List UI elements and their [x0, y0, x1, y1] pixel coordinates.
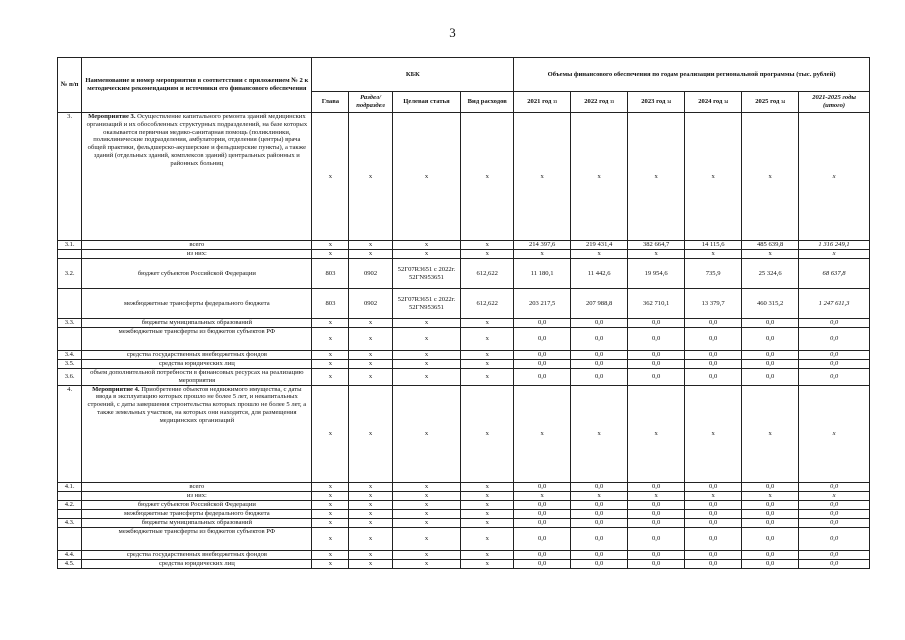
- row-number: [58, 491, 82, 500]
- cell-value: x: [312, 369, 349, 386]
- row-number: 3.5.: [58, 360, 82, 369]
- cell-value: 0,0: [742, 319, 799, 328]
- row-number: 4.5.: [58, 559, 82, 568]
- row-number: 4.2.: [58, 500, 82, 509]
- cell-value: x: [461, 369, 514, 386]
- cell-value: 0,0: [799, 482, 870, 491]
- header-vid: Вид расходов: [461, 92, 514, 113]
- cell-value: x: [461, 241, 514, 250]
- cell-value: x: [392, 509, 461, 518]
- cell-value: 0,0: [628, 518, 685, 527]
- row-description: [82, 250, 312, 259]
- cell-value: 0,0: [742, 360, 799, 369]
- header-year-2023: 2023 год 34: [628, 92, 685, 113]
- cell-value: 0,0: [514, 518, 571, 527]
- cell-value: x: [461, 518, 514, 527]
- cell-value: x: [312, 550, 349, 559]
- cell-value: x: [349, 559, 392, 568]
- cell-value: 0,0: [571, 559, 628, 568]
- cell-value: 0,0: [628, 509, 685, 518]
- cell-value: x: [392, 351, 461, 360]
- row-text: Приобретение объектов недвижимого имущества, с даты ввода в эксплуатацию которых прошло не более 5 лет, и некапитальных строений, с даты завершения строительства которых прошло не более 5 лет, а также земельных участков, на которых они находятся, для размещения медицинских организаций: [87, 385, 307, 424]
- cell-value: 803: [312, 259, 349, 289]
- cell-value: 0,0: [742, 482, 799, 491]
- header-kbk: КБК: [312, 58, 514, 92]
- cell-value: 0,0: [742, 500, 799, 509]
- cell-value: 0,0: [571, 369, 628, 386]
- cell-value: x: [312, 360, 349, 369]
- cell-value: 0,0: [571, 509, 628, 518]
- cell-value: 0,0: [571, 500, 628, 509]
- cell-value: x: [349, 360, 392, 369]
- cell-value: 19 954,6: [628, 259, 685, 289]
- table-row: [58, 385, 870, 482]
- cell-value: x: [461, 351, 514, 360]
- cell-value: x: [312, 500, 349, 509]
- cell-value: x: [392, 518, 461, 527]
- cell-value: 0,0: [628, 360, 685, 369]
- row-description: [82, 491, 312, 500]
- cell-value: x: [628, 250, 685, 259]
- cell-value: 0,0: [799, 319, 870, 328]
- row-text: из них:: [186, 250, 207, 258]
- table-row: [58, 369, 870, 386]
- row-description: [82, 113, 312, 241]
- header-name: Наименование и номер мероприятия в соответствии с приложением № 2 к методическим рекомендациям и источники его финансового обеспечения: [82, 58, 312, 113]
- row-number: 4.3.: [58, 518, 82, 527]
- cell-value: x: [349, 482, 392, 491]
- cell-value: 0,0: [685, 500, 742, 509]
- cell-value: 0,0: [742, 559, 799, 568]
- cell-value: 0,0: [571, 319, 628, 328]
- cell-value: 0,0: [742, 351, 799, 360]
- row-text: средства юридических лиц: [158, 559, 235, 567]
- cell-value: x: [349, 351, 392, 360]
- table-row: [58, 482, 870, 491]
- cell-value: 0,0: [514, 369, 571, 386]
- cell-value: 25 324,6: [742, 259, 799, 289]
- row-text: из них:: [186, 491, 207, 499]
- table-body: [58, 113, 870, 569]
- cell-value: 0,0: [685, 509, 742, 518]
- cell-value: 0,0: [685, 527, 742, 550]
- row-text: бюджеты муниципальных образований: [141, 319, 252, 327]
- finance-table: [57, 57, 870, 569]
- cell-value: 0,0: [685, 559, 742, 568]
- row-number: 3.4.: [58, 351, 82, 360]
- cell-value: x: [461, 385, 514, 482]
- row-description: [82, 319, 312, 328]
- cell-value: 0,0: [685, 518, 742, 527]
- cell-value: 485 639,8: [742, 241, 799, 250]
- cell-value: 1 316 249,1: [799, 241, 870, 250]
- cell-value: x: [392, 500, 461, 509]
- cell-value: 382 664,7: [628, 241, 685, 250]
- cell-value: x: [461, 550, 514, 559]
- row-text: бюджеты муниципальных образований: [141, 518, 252, 526]
- table-row: [58, 289, 870, 319]
- row-description: [82, 289, 312, 319]
- cell-value: 68 637,8: [799, 259, 870, 289]
- cell-value: 0,0: [514, 550, 571, 559]
- table-row: [58, 113, 870, 241]
- row-description: [82, 482, 312, 491]
- cell-value: x: [349, 509, 392, 518]
- row-number: [58, 328, 82, 351]
- cell-value: x: [461, 113, 514, 241]
- cell-value: 14 115,6: [685, 241, 742, 250]
- cell-value: x: [312, 241, 349, 250]
- cell-value: 0,0: [799, 360, 870, 369]
- cell-value: x: [799, 385, 870, 482]
- header-num: № п/п: [58, 58, 82, 113]
- cell-value: 0,0: [628, 351, 685, 360]
- cell-value: 803: [312, 289, 349, 319]
- table-row: [58, 259, 870, 289]
- cell-value: x: [349, 527, 392, 550]
- cell-value: x: [461, 482, 514, 491]
- cell-value: 0,0: [799, 518, 870, 527]
- cell-value: x: [349, 328, 392, 351]
- cell-value: 0,0: [685, 482, 742, 491]
- cell-value: 52Г07R3651 с 2022г. 52ГN953651: [392, 259, 461, 289]
- table-row: [58, 351, 870, 360]
- cell-value: x: [392, 385, 461, 482]
- cell-value: 0,0: [628, 559, 685, 568]
- cell-value: x: [799, 491, 870, 500]
- cell-value: 0,0: [628, 500, 685, 509]
- cell-value: 0,0: [628, 369, 685, 386]
- row-description: [82, 559, 312, 568]
- cell-value: 1 247 611,3: [799, 289, 870, 319]
- cell-value: 0,0: [742, 518, 799, 527]
- cell-value: x: [312, 328, 349, 351]
- cell-value: 0,0: [514, 482, 571, 491]
- cell-value: 207 988,8: [571, 289, 628, 319]
- header-year-2022: 2022 год 33: [571, 92, 628, 113]
- cell-value: x: [349, 369, 392, 386]
- cell-value: x: [461, 509, 514, 518]
- cell-value: x: [349, 113, 392, 241]
- cell-value: 0,0: [628, 328, 685, 351]
- cell-value: x: [799, 113, 870, 241]
- cell-value: 0,0: [514, 319, 571, 328]
- header-year-2024: 2024 год 34: [685, 92, 742, 113]
- cell-value: x: [392, 250, 461, 259]
- row-description: [82, 351, 312, 360]
- cell-value: 0,0: [514, 500, 571, 509]
- cell-value: x: [628, 385, 685, 482]
- cell-value: 0,0: [742, 550, 799, 559]
- header-tselevaya: Целевая статья: [392, 92, 461, 113]
- table-row: [58, 527, 870, 550]
- row-description: [82, 385, 312, 482]
- cell-value: 0,0: [799, 527, 870, 550]
- row-text: бюджет субъектов Российской Федерации: [137, 269, 256, 277]
- cell-value: x: [685, 491, 742, 500]
- cell-value: 0902: [349, 259, 392, 289]
- row-text: межбюджетные трансферты из бюджетов субъектов РФ: [118, 328, 276, 335]
- row-description: [82, 369, 312, 386]
- header-total: 2021-2025 годы (итого): [799, 92, 870, 113]
- row-number: [58, 289, 82, 319]
- cell-value: x: [349, 518, 392, 527]
- cell-value: x: [742, 113, 799, 241]
- cell-value: 0,0: [514, 360, 571, 369]
- cell-value: 0,0: [571, 527, 628, 550]
- row-number: [58, 527, 82, 550]
- row-number: 4.4.: [58, 550, 82, 559]
- header-year-2021: 2021 год 33: [514, 92, 571, 113]
- cell-value: x: [628, 113, 685, 241]
- row-description: [82, 550, 312, 559]
- cell-value: 11 180,1: [514, 259, 571, 289]
- row-number: 3.2.: [58, 259, 82, 289]
- cell-value: 0,0: [514, 328, 571, 351]
- cell-value: 13 379,7: [685, 289, 742, 319]
- cell-value: x: [461, 500, 514, 509]
- cell-value: 0,0: [571, 351, 628, 360]
- row-number: 3.6.: [58, 369, 82, 386]
- row-description: [82, 259, 312, 289]
- table-row: [58, 319, 870, 328]
- cell-value: 0,0: [571, 518, 628, 527]
- cell-value: x: [461, 328, 514, 351]
- cell-value: x: [514, 113, 571, 241]
- cell-value: 0,0: [742, 527, 799, 550]
- cell-value: 460 315,2: [742, 289, 799, 319]
- row-number: 3.1.: [58, 241, 82, 250]
- cell-value: 0,0: [799, 351, 870, 360]
- table-row: [58, 250, 870, 259]
- cell-value: x: [514, 385, 571, 482]
- table-row: [58, 518, 870, 527]
- cell-value: 219 431,4: [571, 241, 628, 250]
- cell-value: x: [742, 250, 799, 259]
- cell-value: 0902: [349, 289, 392, 319]
- cell-value: x: [349, 550, 392, 559]
- header-finance: Объемы финансового обеспечения по годам реализации региональной программы (тыс. рублей): [514, 58, 870, 92]
- row-description: [82, 509, 312, 518]
- cell-value: 0,0: [799, 509, 870, 518]
- row-description: [82, 241, 312, 250]
- table-row: [58, 559, 870, 568]
- row-text: объем дополнительной потребности в финансовых ресурсах на реализацию мероприятия: [90, 369, 304, 384]
- cell-value: x: [392, 527, 461, 550]
- row-description: [82, 518, 312, 527]
- row-text: Осуществление капитального ремонта зданий медицинских организаций и их обособленных структурных подразделений, на базе которых оказывается первичная медико-санитарная помощь (поликлиники, поликлинические подразделения, амбулатории, отделения (центры) врача общей практики, фельдшерско-акушерские и фельдшерские пункты), а также зданий (отдельных зданий, комплексов зданий) центральных районных и районных больниц: [86, 113, 308, 167]
- cell-value: x: [514, 250, 571, 259]
- page-number: 3: [449, 25, 456, 40]
- cell-value: x: [685, 385, 742, 482]
- cell-value: x: [349, 250, 392, 259]
- cell-value: 0,0: [685, 319, 742, 328]
- cell-value: x: [312, 385, 349, 482]
- cell-value: 612,622: [461, 289, 514, 319]
- row-text: средства государственных внебюджетных фондов: [126, 351, 267, 359]
- row-description: [82, 328, 312, 351]
- cell-value: x: [461, 250, 514, 259]
- cell-value: x: [312, 559, 349, 568]
- cell-value: x: [685, 113, 742, 241]
- cell-value: 0,0: [799, 500, 870, 509]
- cell-value: 0,0: [628, 319, 685, 328]
- row-number: 4.: [58, 385, 82, 482]
- cell-value: 0,0: [571, 328, 628, 351]
- cell-value: x: [392, 550, 461, 559]
- measure-title: Мероприятие 3.: [88, 113, 136, 120]
- cell-value: x: [392, 369, 461, 386]
- cell-value: x: [571, 250, 628, 259]
- cell-value: x: [571, 113, 628, 241]
- cell-value: x: [312, 351, 349, 360]
- cell-value: x: [742, 491, 799, 500]
- row-text: межбюджетные трансферты федерального бюджета: [124, 299, 270, 307]
- cell-value: x: [461, 491, 514, 500]
- cell-value: x: [312, 518, 349, 527]
- cell-value: x: [312, 482, 349, 491]
- cell-value: 0,0: [685, 550, 742, 559]
- cell-value: 0,0: [628, 527, 685, 550]
- cell-value: 0,0: [685, 369, 742, 386]
- cell-value: 0,0: [799, 559, 870, 568]
- row-number: [58, 250, 82, 259]
- cell-value: 0,0: [799, 550, 870, 559]
- cell-value: x: [312, 527, 349, 550]
- cell-value: x: [312, 319, 349, 328]
- row-text: межбюджетные трансферты из бюджетов субъектов РФ: [118, 527, 276, 535]
- cell-value: 0,0: [571, 360, 628, 369]
- cell-value: x: [571, 385, 628, 482]
- row-text: всего: [189, 241, 205, 249]
- table-row: [58, 328, 870, 351]
- row-description: [82, 527, 312, 550]
- cell-value: 0,0: [799, 328, 870, 351]
- table-row: [58, 509, 870, 518]
- cell-value: 362 710,1: [628, 289, 685, 319]
- cell-value: x: [742, 385, 799, 482]
- table-row: [58, 500, 870, 509]
- cell-value: x: [392, 491, 461, 500]
- row-text: средства государственных внебюджетных фондов: [126, 550, 267, 558]
- header-razdel: Раздел/ подраздел: [349, 92, 392, 113]
- cell-value: x: [349, 491, 392, 500]
- cell-value: x: [312, 491, 349, 500]
- cell-value: x: [392, 482, 461, 491]
- cell-value: 52Г07R3651 с 2022г. 52ГN953651: [392, 289, 461, 319]
- cell-value: x: [461, 527, 514, 550]
- cell-value: x: [349, 385, 392, 482]
- cell-value: 0,0: [685, 328, 742, 351]
- cell-value: x: [685, 250, 742, 259]
- cell-value: x: [799, 250, 870, 259]
- table-row: [58, 491, 870, 500]
- cell-value: x: [514, 491, 571, 500]
- table-row: [58, 550, 870, 559]
- header-glava: Глава: [312, 92, 349, 113]
- row-description: [82, 500, 312, 509]
- cell-value: x: [349, 500, 392, 509]
- cell-value: 0,0: [571, 550, 628, 559]
- cell-value: x: [628, 491, 685, 500]
- cell-value: x: [312, 250, 349, 259]
- cell-value: 0,0: [799, 369, 870, 386]
- row-text: средства юридических лиц: [158, 360, 235, 368]
- cell-value: 0,0: [514, 509, 571, 518]
- cell-value: x: [349, 319, 392, 328]
- cell-value: 214 397,6: [514, 241, 571, 250]
- cell-value: x: [312, 113, 349, 241]
- cell-value: 0,0: [514, 559, 571, 568]
- cell-value: x: [392, 328, 461, 351]
- cell-value: x: [461, 559, 514, 568]
- row-text: межбюджетные трансферты федерального бюджета: [124, 509, 270, 517]
- cell-value: 0,0: [514, 351, 571, 360]
- cell-value: 203 217,5: [514, 289, 571, 319]
- cell-value: x: [392, 360, 461, 369]
- cell-value: x: [571, 491, 628, 500]
- row-text: всего: [189, 482, 205, 490]
- cell-value: 0,0: [628, 482, 685, 491]
- cell-value: 735,9: [685, 259, 742, 289]
- header-year-2025: 2025 год 34: [742, 92, 799, 113]
- cell-value: 11 442,6: [571, 259, 628, 289]
- cell-value: x: [392, 319, 461, 328]
- measure-title: Мероприятие 4.: [92, 385, 140, 393]
- cell-value: x: [312, 509, 349, 518]
- row-text: бюджет субъектов Российской Федерации: [137, 500, 256, 508]
- row-number: 3.: [58, 113, 82, 241]
- row-number: 3.3.: [58, 319, 82, 328]
- cell-value: 0,0: [514, 527, 571, 550]
- cell-value: 0,0: [571, 482, 628, 491]
- cell-value: x: [392, 113, 461, 241]
- table-row: [58, 360, 870, 369]
- cell-value: x: [392, 241, 461, 250]
- cell-value: 0,0: [685, 360, 742, 369]
- cell-value: x: [349, 241, 392, 250]
- cell-value: x: [461, 319, 514, 328]
- cell-value: x: [392, 559, 461, 568]
- cell-value: 0,0: [628, 550, 685, 559]
- cell-value: x: [461, 360, 514, 369]
- cell-value: 0,0: [742, 328, 799, 351]
- cell-value: 0,0: [742, 509, 799, 518]
- cell-value: 612,622: [461, 259, 514, 289]
- table-row: [58, 241, 870, 250]
- cell-value: 0,0: [742, 369, 799, 386]
- row-number: 4.1.: [58, 482, 82, 491]
- cell-value: 0,0: [685, 351, 742, 360]
- row-number: [58, 509, 82, 518]
- row-description: [82, 360, 312, 369]
